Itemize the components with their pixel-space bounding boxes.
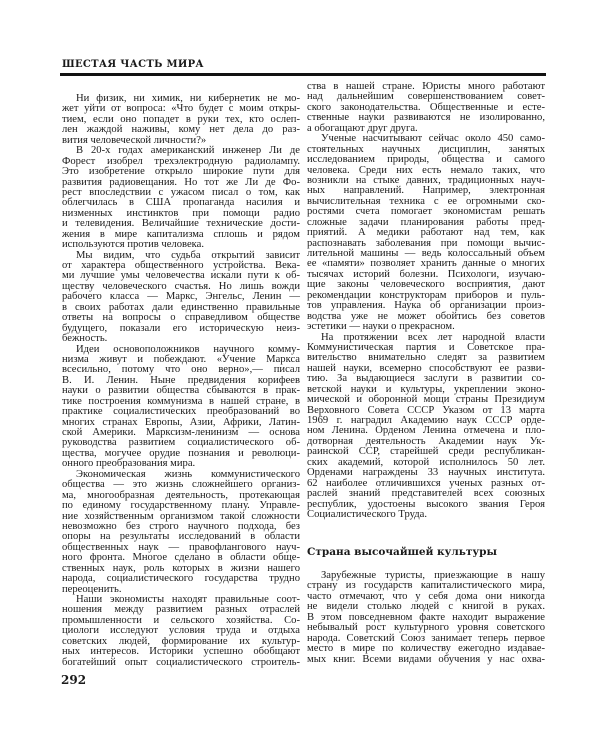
text-line: человека. Среди них есть немало таких, что bbox=[307, 164, 545, 176]
text-line: народа, социалистического государства трудно bbox=[62, 573, 300, 585]
text-line: На протяжении всех лет народной власти bbox=[321, 331, 545, 343]
text-line: лительной машины — ведь колоссальный объем bbox=[307, 248, 545, 259]
text-line: сложные задачи планирования работы пред- bbox=[307, 216, 545, 228]
paragraph bbox=[307, 134, 545, 332]
text-line: тике построения коммунизма в нашей стране, в bbox=[62, 395, 300, 407]
paragraph bbox=[307, 571, 545, 665]
text-line: облегчилась в США пропаганда насилия и bbox=[62, 197, 300, 209]
text-line: Коммунистическая партия и Советское пра- bbox=[307, 341, 545, 353]
text-line: тием, если оно попадет в руки тех, кто ослеп- bbox=[62, 113, 300, 125]
text-line: многих странах Европы, Азии, Африки, Латин- bbox=[62, 416, 300, 428]
text-line: ской Америки. Марксизм-ленинизм — основа bbox=[62, 427, 300, 438]
text-line: раслей знаний представителей всех союзных bbox=[307, 488, 545, 500]
text-line: раинской ССР, старейшей среди республикан- bbox=[307, 446, 545, 458]
text-line: низма живут и побеждают. «Учение Маркса bbox=[62, 353, 300, 365]
text-line: В этом повседневном факте находит выражение bbox=[307, 611, 545, 623]
text-line: ства в нашей стране. Юристы много работают bbox=[307, 81, 545, 92]
text-line: по единому государственному плану. Управле- bbox=[62, 500, 300, 512]
text-line: ственные науки развиваются не изолированно, bbox=[307, 112, 545, 124]
text-line: всесильно, потому что оно верно»,— писал bbox=[62, 364, 300, 376]
text-line: В 20-х годах американский инженер Ли де bbox=[76, 145, 300, 157]
text-line: советских людей, формирование их культур- bbox=[62, 635, 300, 647]
text-line: невозможно без строго научного подхода, без bbox=[62, 520, 300, 532]
text-line: не видели столько людей с книгой в руках. bbox=[307, 601, 545, 613]
text-line: жет уйти от вопроса: «Что будет с моим откры- bbox=[62, 103, 300, 115]
text-line: а обогащают друг друга. bbox=[307, 122, 418, 134]
text-line: промышленности и сельского хозяйства. Со- bbox=[62, 614, 300, 626]
text-line: онного преобразования мира. bbox=[62, 458, 196, 470]
text-line: народа. Советский Союз занимает теперь первое bbox=[307, 632, 545, 644]
text-line: Орденами награждены 33 научных института. bbox=[307, 467, 545, 479]
text-line: мической и оборонной мощи страны Президиум bbox=[307, 394, 545, 406]
text-line: мых книг. Всеми видами обучения у нас охва- bbox=[307, 653, 545, 665]
text-line: руководства развитием социалистического об- bbox=[62, 437, 300, 449]
text-line: ских академий, которой исполнилось 50 лет. bbox=[307, 456, 545, 468]
right-column bbox=[307, 82, 545, 520]
text-line: приятий. А медики работают над тем, как bbox=[307, 227, 545, 239]
text-line: ее «памяти» позволяет хранить данные о многих bbox=[307, 258, 545, 270]
text-line: вычислительная техника с ее огромными ско- bbox=[307, 195, 545, 207]
text-line: и телевидения. Величайшие технические дости- bbox=[62, 218, 300, 230]
text-line: будущего, показали его историческую неиз- bbox=[62, 322, 300, 334]
text-line: рабочего класса — Маркс, Энгельс, Ленин — bbox=[62, 291, 300, 303]
text-line: Идеи основоположников научного комму- bbox=[76, 343, 300, 355]
text-line: ных интересов. Историки успешно обобщают bbox=[62, 646, 300, 658]
header-rule bbox=[60, 73, 546, 76]
text-line: ма, многообразная деятельность, протекающая bbox=[62, 489, 300, 501]
text-line: ношения между развитием разных отраслей bbox=[62, 604, 300, 616]
text-line: ственных наук, роль которых в жизни нашего bbox=[62, 562, 300, 574]
text-line: Экономическая жизнь коммунистического bbox=[76, 468, 300, 480]
text-line: вития человеческой личности?» bbox=[62, 134, 207, 146]
running-head: ШЕСТАЯ ЧАСТЬ МИРА bbox=[62, 59, 204, 70]
text-line: от характера общественного устройства. Века- bbox=[62, 260, 300, 271]
paragraph bbox=[62, 94, 300, 146]
text-line: щества, могучее орудие познания и революци- bbox=[62, 447, 300, 459]
text-line: переоценить. bbox=[62, 583, 122, 595]
text-line: практике социалистических преобразований во bbox=[62, 406, 300, 418]
text-line: вительство внимательно следят за развитием bbox=[307, 352, 545, 364]
text-line: В. И. Ленин. Ныне предвидения корифеев bbox=[62, 374, 300, 386]
text-line: Ни физик, ни химик, ни кибернетик не мо- bbox=[76, 93, 300, 104]
text-line: Верховного Совета СССР Указом от 13 марта bbox=[307, 404, 545, 416]
text-line: стоятельных научных дисциплин, занятых bbox=[307, 143, 545, 155]
text-line: исследованием природы, общества и самого bbox=[307, 154, 545, 166]
text-line: жения в мире капитализма сплошь и рядом bbox=[62, 228, 300, 240]
text-line: ростями счета помогает экономистам решать bbox=[307, 206, 545, 218]
text-line: страну из государств капиталистического мира, bbox=[307, 580, 545, 592]
text-line: республик, удостоены высокого звания Героя bbox=[307, 498, 545, 510]
text-line: водства уже не может обойтись без советов bbox=[307, 310, 545, 322]
text-line: дотворная деятельность Академии наук Ук- bbox=[307, 435, 545, 447]
section-heading: Страна высочайшей культуры bbox=[307, 546, 497, 558]
text-line: ного фронта. Многое сделано в области обще- bbox=[62, 552, 300, 564]
text-line: ского законодательства. Общественные и есте- bbox=[307, 101, 545, 113]
paragraph bbox=[307, 82, 545, 134]
text-line: Мы видим, что судьба открытий зависит bbox=[76, 249, 300, 261]
text-line: низменных инстинктов при помощи радио bbox=[62, 207, 300, 219]
text-line: ние хозяйственным организмом такой сложности bbox=[62, 510, 300, 522]
text-line: Зарубежные туристы, приезжающие в нашу bbox=[321, 570, 545, 581]
text-line: 62 наиболее отличившихся ученых разных от- bbox=[307, 477, 545, 489]
paragraph bbox=[62, 470, 300, 595]
text-line: ветской науки и культуры, укреплении эконо- bbox=[307, 383, 545, 395]
paragraph bbox=[62, 345, 300, 470]
page-number: 292 bbox=[61, 673, 87, 687]
text-line: 1969 г. наградил Академию наук СССР орде- bbox=[307, 415, 545, 426]
text-line: возникли на стыке давних, традиционных науч- bbox=[307, 174, 545, 186]
text-line: ми лучшие умы человечества искали пути к об- bbox=[62, 270, 300, 282]
text-line: тию. За выдающиеся заслуги в развитии со- bbox=[307, 373, 545, 385]
text-line: эстетики — науки о прекрасном. bbox=[307, 321, 455, 333]
paragraph bbox=[307, 333, 545, 521]
text-line: рекомендации конструкторам приборов и пуль- bbox=[307, 289, 545, 301]
text-line: Наши экономисты находят правильные соот- bbox=[76, 594, 300, 605]
text-line: Форест изобрел трехэлектродную радиолампу. bbox=[62, 155, 300, 167]
text-line: ществу человеческого счастья. Но лишь вожди bbox=[62, 280, 300, 292]
text-line: тов управления. Наука об организации произ- bbox=[307, 300, 545, 312]
text-line: рест впоследствии с ужасом писал о том, как bbox=[62, 186, 300, 198]
text-line: ных направлений. Например, электронная bbox=[307, 185, 545, 197]
paragraph bbox=[62, 146, 300, 250]
text-line: используются против человека. bbox=[62, 239, 204, 251]
text-line: Социалистического Труда. bbox=[307, 508, 427, 520]
text-line: бежность. bbox=[62, 333, 108, 345]
section-body bbox=[307, 571, 545, 665]
text-line: часто отмечают, что у себя дома они никогда bbox=[307, 590, 545, 602]
text-line: распознавать заболевания при помощи вычис- bbox=[307, 237, 545, 249]
text-line: место в мире по количеству ежегодно издавае- bbox=[307, 643, 545, 655]
paragraph bbox=[62, 595, 300, 668]
text-line: циологи исследуют условия труда и отдыха bbox=[62, 625, 300, 637]
text-line: Ученые насчитывают сейчас около 450 само- bbox=[321, 133, 545, 145]
text-line: Это изобретение открыло широкие пути для bbox=[62, 166, 300, 178]
text-line: богатейший опыт социалистического строитель- bbox=[62, 656, 300, 668]
text-line: общества — это жизнь сложнейшего организ- bbox=[62, 479, 300, 491]
text-line: нашей науки, всемерно способствуют ее разви- bbox=[307, 362, 545, 374]
left-column bbox=[62, 94, 300, 668]
text-line: небывалый рост культурного уровня советского bbox=[307, 622, 545, 634]
text-line: развития радиовещания. Но тот же Ли де Фо- bbox=[62, 176, 300, 188]
text-line: лен жаждой наживы, кому нет дела до раз- bbox=[62, 124, 300, 136]
text-line: в своих работах дали единственно правильные bbox=[62, 301, 300, 313]
text-line: опоры на результаты исследований в области bbox=[62, 531, 300, 543]
text-line: общественных наук — правофлангового науч- bbox=[62, 541, 300, 553]
text-line: тысячах историй болезни. Психологи, изучаю- bbox=[307, 268, 545, 280]
text-line: щие законы человеческого восприятия, дают bbox=[307, 279, 545, 291]
text-line: ответы на вопросы о справедливом обществе bbox=[62, 312, 300, 324]
paragraph bbox=[62, 251, 300, 345]
text-line: над дальнейшим совершенствованием совет- bbox=[307, 91, 545, 103]
text-line: ном Ленина. Орденом Ленина отмечена и пло- bbox=[307, 425, 545, 437]
text-line: науки о развитии общества сбываются в прак- bbox=[62, 385, 300, 397]
